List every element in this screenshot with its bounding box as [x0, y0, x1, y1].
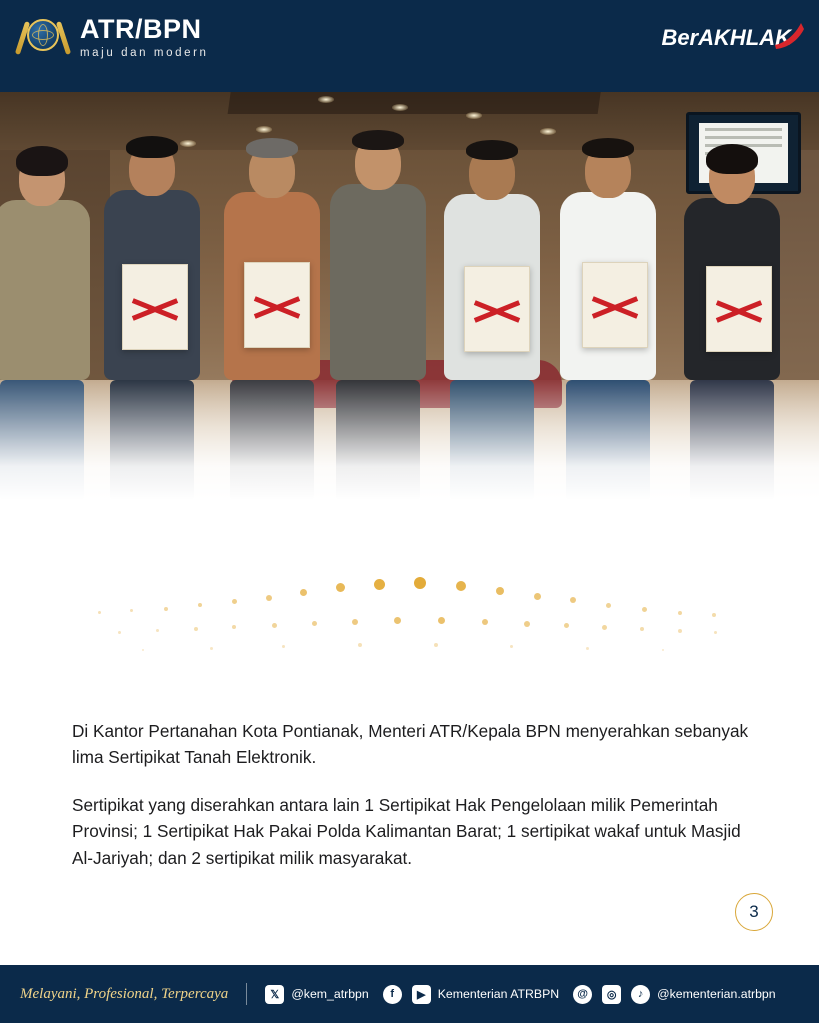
downlight-icon: [540, 128, 556, 135]
brand-tagline: maju dan modern: [80, 47, 209, 60]
downlight-icon: [466, 112, 482, 119]
x-handle: @kem_atrbpn: [291, 987, 369, 1001]
footer-bar: [0, 965, 819, 1023]
threads-icon: @: [573, 985, 592, 1004]
body-content: [72, 718, 749, 871]
certificate-document: [122, 264, 188, 350]
paragraph-2: Sertipikat yang diserahkan antara lain 1 Sertipikat Hak Pengelolaan milik Pemerintah Provinsi; 1 Sertipikat Hak Pakai Polda Kalimantan Barat; 1 sertipikat wakaf untuk Masjid Al-Jariyah; dan 2 sertipikat milik masyarakat.: [72, 795, 741, 868]
facebook-icon: f: [383, 985, 402, 1004]
garuda-globe-emblem-icon: [18, 11, 68, 65]
header-bar: [0, 0, 819, 76]
youtube-handle: Kementerian ATRBPN: [437, 987, 560, 1001]
certificate-document: [582, 262, 648, 348]
brand-logo: [18, 11, 209, 65]
social-threads[interactable]: [573, 985, 592, 1004]
paragraph-1: Di Kantor Pertanahan Kota Pontianak, Menteri ATR/Kepala BPN menyerahkan sebanyak lima Sertipikat Tanah Elektronik.: [72, 721, 749, 768]
downlight-icon: [392, 104, 408, 111]
downlight-icon: [256, 126, 272, 133]
footer-divider: [246, 983, 247, 1005]
social-x[interactable]: [265, 985, 372, 1004]
social-instagram[interactable]: [602, 985, 621, 1004]
instagram-icon: ◎: [602, 985, 621, 1004]
youtube-icon: ▶: [412, 985, 431, 1004]
certificate-document: [244, 262, 310, 348]
tiktok-handle: @kementerian.atrbpn: [657, 987, 776, 1001]
berakhlak-label: BerAKHLAK: [661, 25, 791, 50]
footer-curve: [0, 943, 819, 965]
certificate-document: [706, 266, 772, 352]
social-facebook[interactable]: [383, 985, 402, 1004]
social-youtube[interactable]: [412, 985, 563, 1004]
social-tiktok[interactable]: [631, 985, 779, 1004]
footer-tagline: Melayani, Profesional, Terpercaya: [20, 985, 229, 1002]
x-twitter-icon: 𝕏: [265, 985, 284, 1004]
dot-pattern: [90, 565, 730, 655]
certificate-document: [464, 266, 530, 352]
brand-title: ATR/BPN: [80, 14, 202, 45]
page-number-badge: 3: [735, 893, 773, 931]
downlight-icon: [318, 96, 334, 103]
swoosh-icon: [771, 19, 805, 53]
berakhlak-badge: [661, 25, 801, 51]
photo-fade: [0, 380, 819, 500]
tiktok-icon: ♪: [631, 985, 650, 1004]
